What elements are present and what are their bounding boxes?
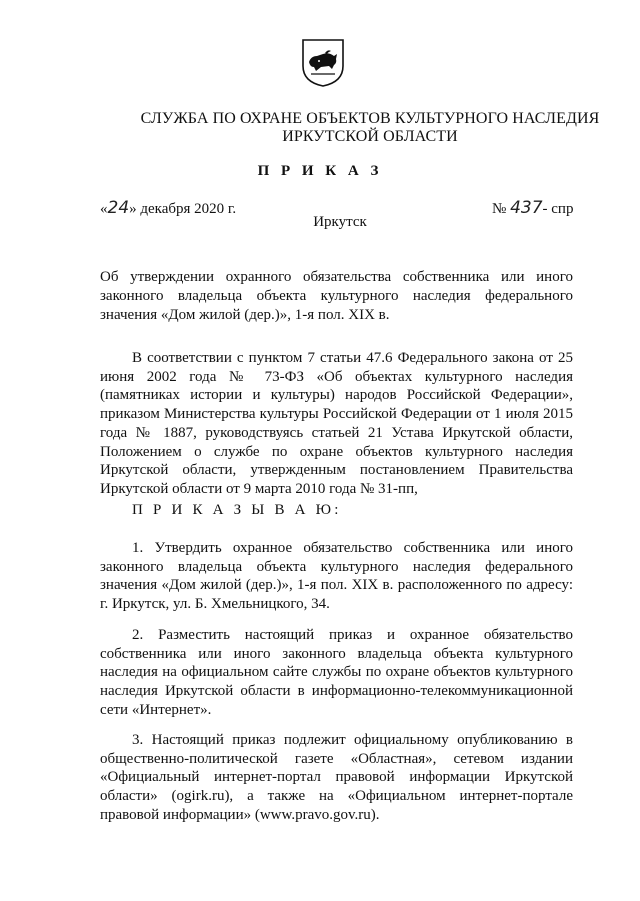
preamble-paragraph: В соответствии с пунктом 7 статьи 47.6 Федерального закона от 25 июня 2002 года № 73-ФЗ «Об объектах культурного наследия (памятниках истории и культуры) народов Российской Федерации», приказом Министерства культуры Российской Федерации от 1 июля 2015 года № 1887, руководствуясь статьей 21 Устава Иркутской области, Положением о службе по охране объектов культурного наследия Иркутской области, утвержденным постановлением Правительства Иркутской области от 9 марта 2010 года № 31-пп, [100,350,573,497]
number-sign: № [492,201,507,217]
document-subject: Об утверждении охранного обязательства собственника или иного законного владельца объекта культурного наследия федерального значения «Дом жилой (дер.)», 1-я пол. XIX в. [100,269,573,323]
order-item-1: 1. Утвердить охранное обязательство собственника или иного законного владельца объекта культурного наследия федерального значения «Дом жилой (дер.)», 1-я пол. XIX в. расположенного по адресу: г. Иркутск, ул. Б. Хмельницкого, 34. [100,540,573,613]
order-heading: П Р И К А З Ы В А Ю: [132,502,342,518]
number-suffix: - спр [542,201,574,217]
date-month-year: » декабря 2020 г. [129,201,237,217]
document-type-title: П Р И К А З [257,163,383,179]
number-handwritten: 437 [510,198,543,218]
order-item-3: 3. Настоящий приказ подлежит официальному опубликованию в общественно-политической газете «Областная», сетевом издании «Официальный интернет-портал правовой информации Иркутской области» (ogirk.ru), а также на «Официальном интернет-портале правовой информации» (www.pravo.gov.ru). [100,732,573,823]
date-quote-open: « [100,201,108,217]
date-day-handwritten: 24 [107,198,130,218]
document-city: Иркутск [313,214,367,230]
organization-region: ИРКУТСКОЙ ОБЛАСТИ [282,128,458,145]
order-item-2: 2. Разместить настоящий приказ и охранное обязательство собственника или иного законного владельца объекта культурного наследия на официальном сайте службы по охране объектов культурного наследия Иркутской области в информационно-телекоммуникационной сети «Интернет». [100,627,573,718]
irkutsk-coat-of-arms-icon [301,38,345,88]
organization-name: СЛУЖБА ПО ОХРАНЕ ОБЪЕКТОВ КУЛЬТУРНОГО НАСЛЕДИЯ [140,110,600,127]
